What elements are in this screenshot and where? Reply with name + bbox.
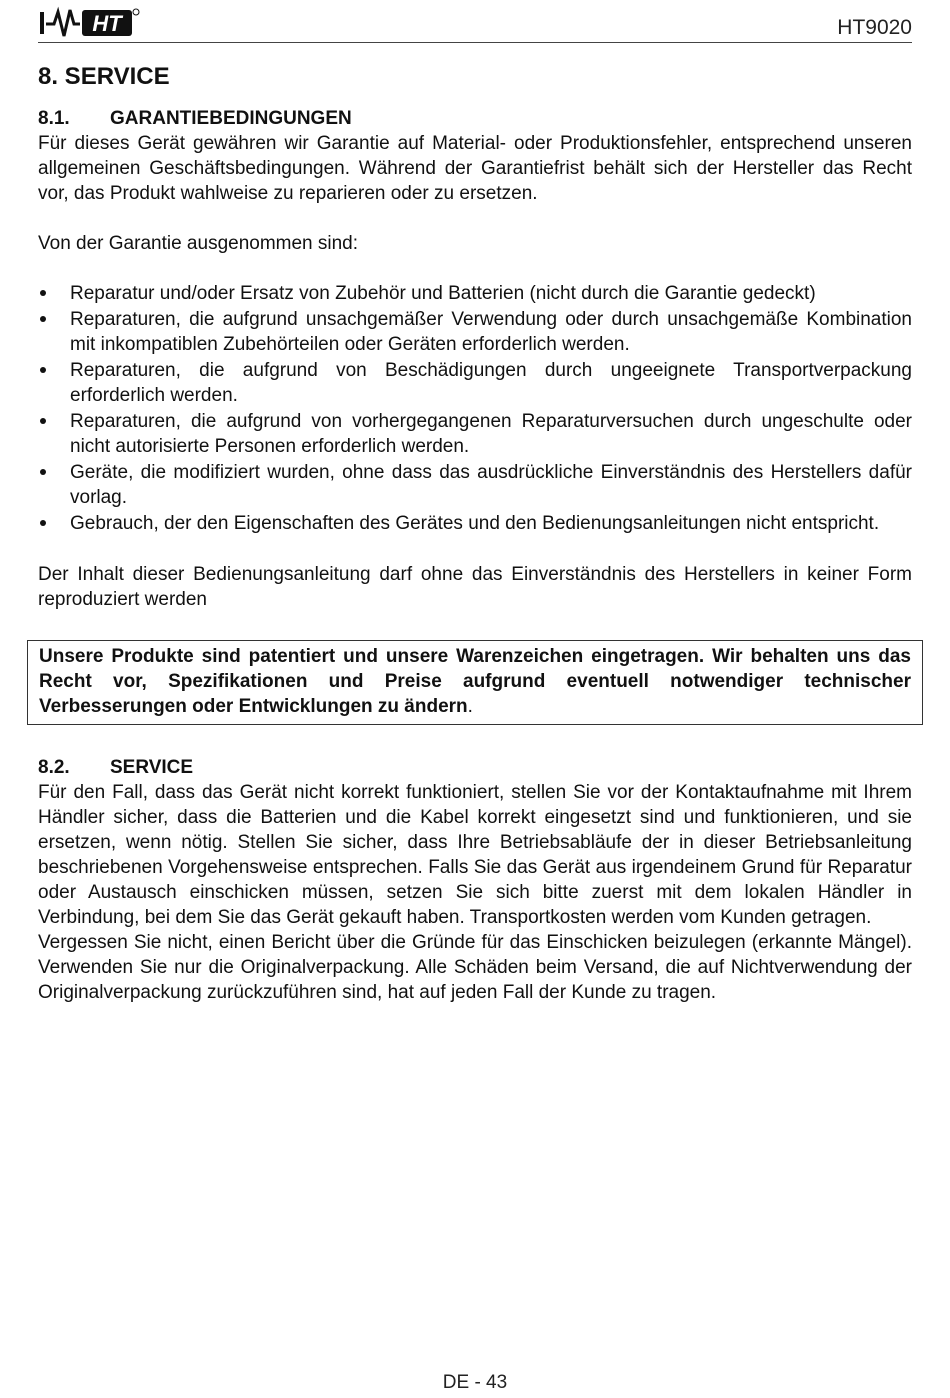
service-paragraph-1: Für den Fall, dass das Gerät nicht korrekt funktioniert, stellen Sie vor der Kontaktaufnahme mit Ihrem Händler sicher, dass die Batterien und die Kabel korrekt eingesetzt sind und funktionieren, und sie ersetzen, wenn nötig. Stellen Sie sicher, dass Ihre Betriebsabläufe der in dieser Betriebsanleitung beschriebenen Vorgehensweise entsprechen. Falls Sie das Gerät aus irgendeinem Grund für Reparatur oder Austausch einschicken müssen, setzen Sie sich bitte zuerst mit dem lokalen Händler in Verbindung, bei dem Sie das Gerät gekauft haben. Transportkosten werden vom Kunden getragen. <box>38 782 912 928</box>
list-item: Reparaturen, die aufgrund unsachgemäßer Verwendung oder durch unsachgemäße Kombination mit inkompatiblen Zubehörteilen oder Geräten erforderlich werden. <box>38 307 912 357</box>
list-item: Reparaturen, die aufgrund von vorhergegangenen Reparaturversuchen durch ungeschulte oder nicht autorisierte Personen erforderlich werden. <box>38 409 912 459</box>
page-header <box>38 4 912 43</box>
ht-logo <box>40 6 140 38</box>
list-item: Reparaturen, die aufgrund von Beschädigungen durch ungeeignete Transportverpackung erforderlich werden. <box>38 358 912 408</box>
list-item: Geräte, die modifiziert wurden, ohne dass das ausdrückliche Einverständnis des Herstellers dafür vorlag. <box>38 460 912 510</box>
copyright-note: Der Inhalt dieser Bedienungsanleitung darf ohne das Einverständnis des Herstellers in keiner Form reproduziert werden <box>38 564 912 610</box>
list-item: Reparatur und/oder Ersatz von Zubehör und Batterien (nicht durch die Garantie gedeckt) <box>38 281 912 306</box>
page-content <box>38 60 912 1005</box>
logo-text: HT <box>92 11 122 36</box>
patent-notice-box <box>27 640 923 725</box>
service-paragraph-2: Vergessen Sie nicht, einen Bericht über die Gründe für das Einschicken beizulegen (erkannte Mängel). Verwenden Sie nur die Originalverpackung. Alle Schäden beim Versand, die auf Nichtverwendung der Originalverpackung zurückzuführen sind, hat auf jeden Fall der Kunde zu tragen. <box>38 932 912 1003</box>
model-name: HT9020 <box>837 16 912 39</box>
page-number: DE - 43 <box>442 1372 508 1393</box>
service-number: 8.2. <box>38 757 70 778</box>
warranty-number: 8.1. <box>38 108 70 129</box>
section-title: 8. SERVICE <box>38 63 170 90</box>
exclusions-label: Von der Garantie ausgenommen sind: <box>38 233 359 254</box>
patent-notice-end: . <box>467 696 473 717</box>
list-item: Gebrauch, der den Eigenschaften des Gerätes und den Bedienungsanleitungen nicht entspricht. <box>38 511 912 536</box>
warranty-title: GARANTIEBEDINGUNGEN <box>110 108 352 129</box>
exclusions-list <box>38 281 912 536</box>
warranty-heading <box>38 106 912 131</box>
patent-notice-text: Unsere Produkte sind patentiert und unsere Warenzeichen eingetragen. Wir behalten uns das Recht vor, Spezifikationen und Preise aufgrund eventuell notwendiger technischer Verbesserungen oder Entwicklungen zu ändern <box>39 646 911 717</box>
service-title: SERVICE <box>110 757 194 778</box>
warranty-intro: Für dieses Gerät gewähren wir Garantie auf Material- oder Produktionsfehler, entsprechend unseren allgemeinen Geschäftsbedingungen. Während der Garantiefrist behält sich der Hersteller das Recht vor, das Produkt wahlweise zu reparieren oder zu ersetzen. <box>38 133 912 204</box>
service-heading <box>38 755 912 780</box>
